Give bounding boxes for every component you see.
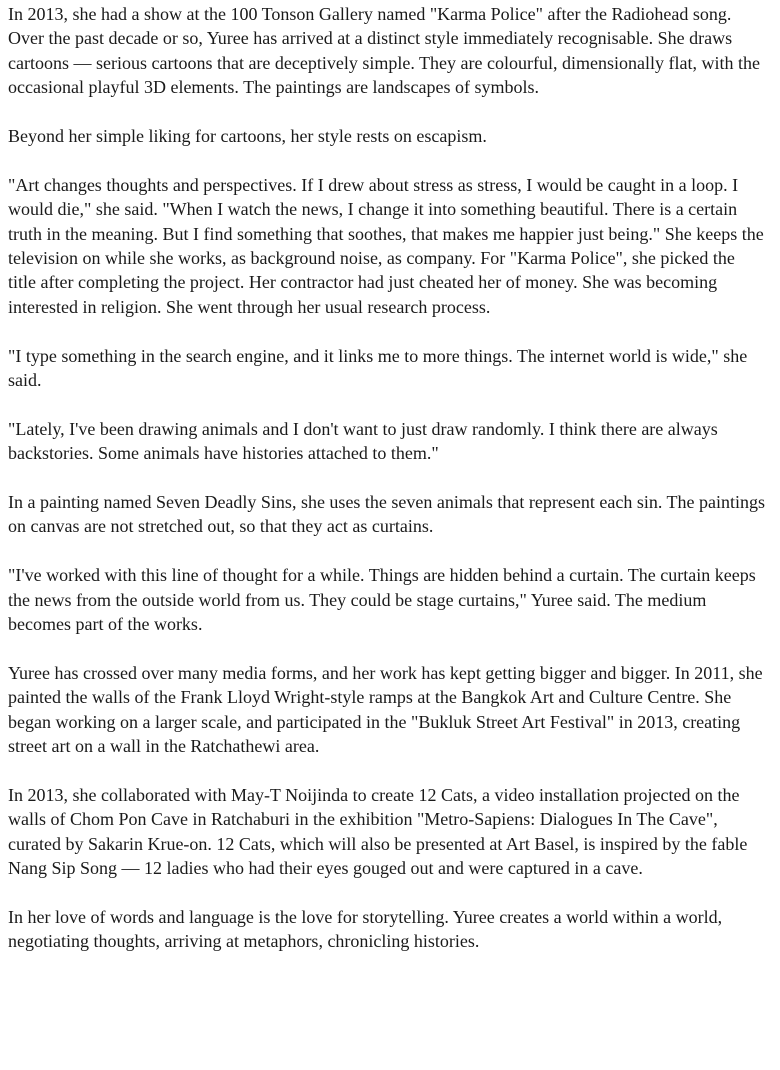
paragraph-storytelling: In her love of words and language is the love for storytelling. Yuree creates a world within a world, negotiating thoughts, arriving at metaphors, chronicling histories. [8, 906, 723, 952]
paragraph-seven-deadly-sins: In a painting named Seven Deadly Sins, she uses the seven animals that represent each sin. The paintings on canvas are not stretched out, so that they act as curtains. [8, 492, 765, 537]
paragraph-search-engine-quote: "I type something in the search engine, and it links me to more things. The internet world is wide," she said. [8, 345, 748, 391]
paragraph-karma-police-show: In 2013, she had a show at the 100 Tonson Gallery named "Karma Police" after the Radiohead song. Over the past decade or so, Yuree has arrived at a distinct style immediately recognisable. She draws cartoons — serious cartoons that are deceptively simple. They are colourful, dimensionally flat, with the occasional playful 3D elements. The paintings are landscapes of symbols. [8, 4, 760, 98]
paragraph-art-changes-thoughts: "Art changes thoughts and perspectives. If I drew about stress as stress, I would be caught in a loop. I would die," she said. "When I watch the news, I change it into something beautiful. There is a certain truth in the meaning. But I find something that soothes, that makes me happier just being." She keeps the television on while she works, as background noise, as company. For "Karma Police", she picked the title after completing the project. Her contractor had just cheated her of money. She was becoming interested in religion. She went through her usual research process. [8, 174, 764, 317]
paragraph-12-cats: In 2013, she collaborated with May-T Noijinda to create 12 Cats, a video installation projected on the walls of Chom Pon Cave in Ratchaburi in the exhibition "Metro-Sapiens: Dialogues In The Cave", curated by Sakarin Krue-on. 12 Cats, which will also be presented at Art Basel, is inspired by the fable Nang Sip Song — 12 ladies who had their eyes gouged out and were captured in a cave. [8, 784, 748, 879]
paragraph-drawing-animals-quote: "Lately, I've been drawing animals and I don't want to just draw randomly. I think there are always backstories. Some animals have histories attached to them." [8, 418, 718, 464]
paragraph-escapism: Beyond her simple liking for cartoons, her style rests on escapism. [8, 126, 487, 147]
paragraph-media-forms: Yuree has crossed over many media forms, and her work has kept getting bigger and bigger. In 2011, she painted the walls of the Frank Lloyd Wright-style ramps at the Bangkok Art and Culture Centre. She began working on a larger scale, and participated in the "Bukluk Street Art Festival" in 2013, creating street art on a wall in the Ratchathewi area. [8, 662, 763, 757]
paragraph-curtain-quote: "I've worked with this line of thought for a while. Things are hidden behind a curtain. The curtain keeps the news from the outside world from us. They could be stage curtains," Yuree said. The medium becomes part of the works. [8, 565, 756, 635]
